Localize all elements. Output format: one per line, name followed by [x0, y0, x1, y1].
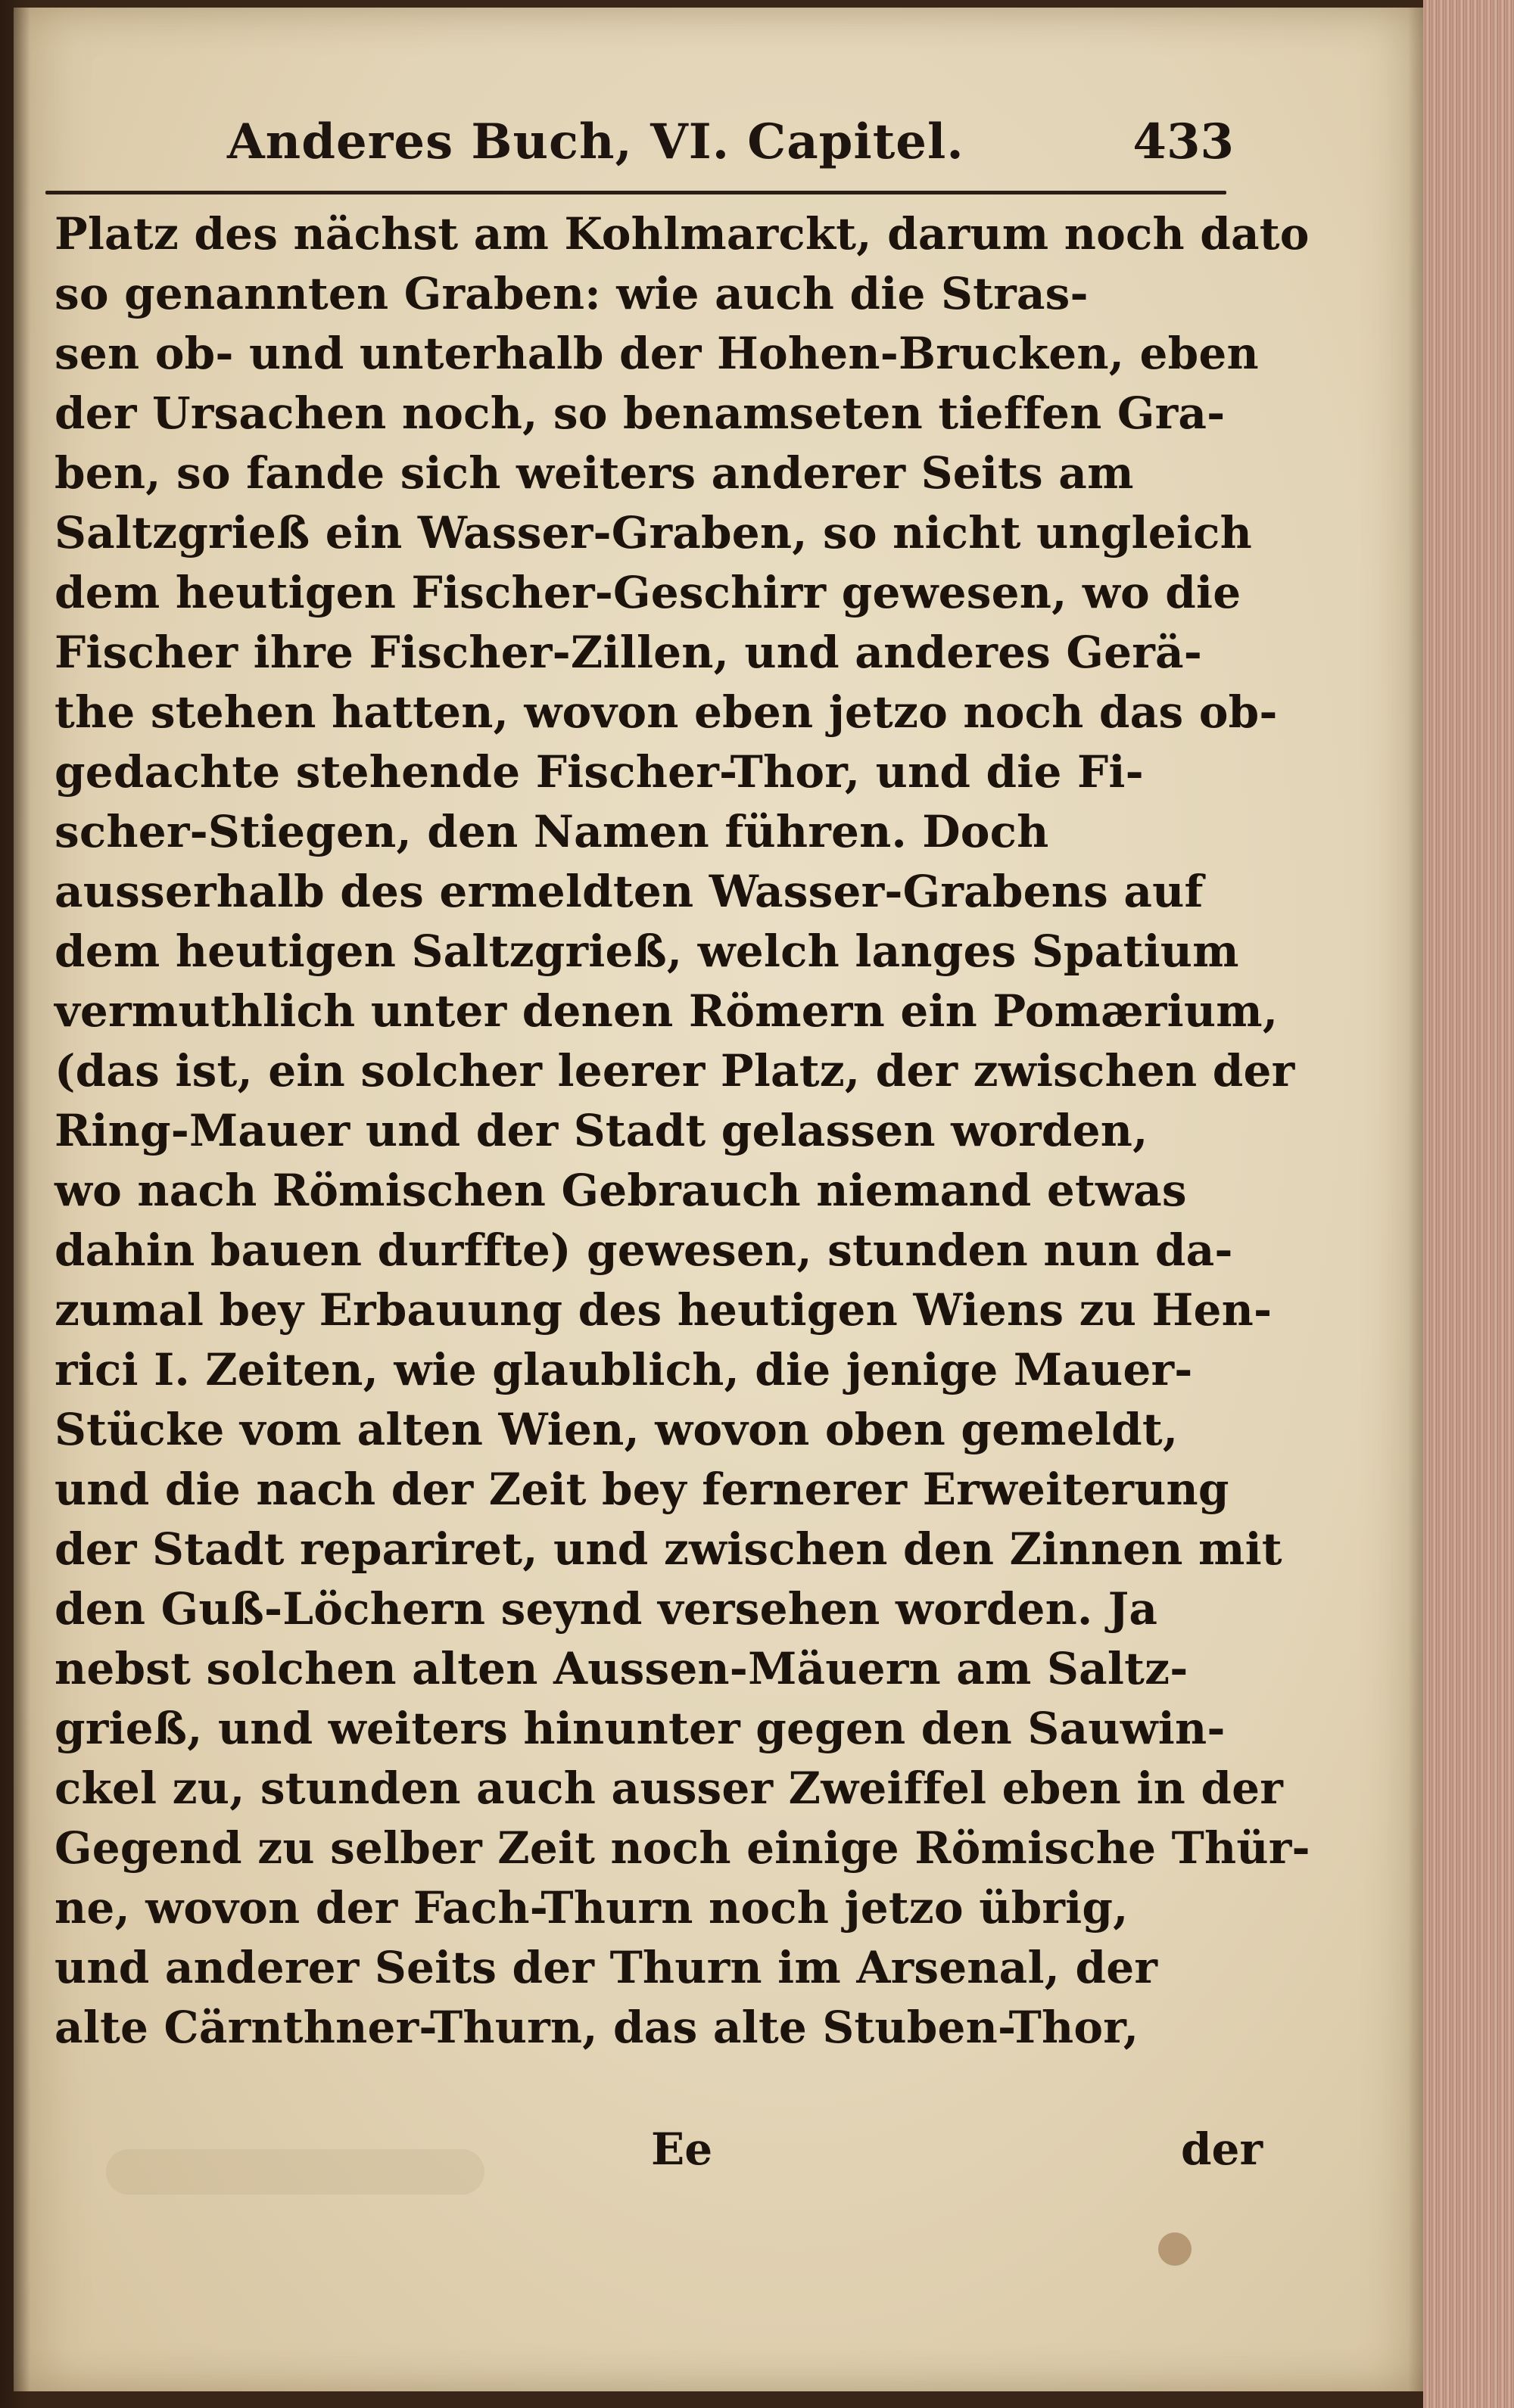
text-line: ne, wovon der Fach-Thurn noch jetzo übrig,: [55, 1882, 1129, 1934]
catchword: der: [1181, 2123, 1263, 2175]
text-line: gedachte stehende Fischer-Thor, und die Fi-: [55, 746, 1144, 798]
text-line: grieß, und weiters hinunter gegen den Sauwin-: [55, 1703, 1226, 1754]
text-line: rici I. Zeiten, wie glaublich, die jenige Mauer-: [55, 1344, 1193, 1395]
text-line: ausserhalb des ermeldten Wasser-Grabens auf: [55, 866, 1204, 917]
signature-mark: Ee: [651, 2123, 713, 2175]
text-line: so genannten Graben: wie auch die Stras-: [55, 268, 1089, 319]
page-edges: [1423, 0, 1514, 2408]
text-line: Ring-Mauer und der Stadt gelassen worden,: [55, 1105, 1148, 1156]
page-number: 433: [1132, 114, 1234, 170]
text-line: Platz des nächst am Kohlmarckt, darum noch dato: [55, 208, 1310, 260]
text-line: the stehen hatten, wovon eben jetzo noch das ob-: [55, 686, 1278, 738]
text-line: vermuthlich unter denen Römern ein Pomærium,: [55, 985, 1279, 1037]
text-line: der Stadt repariret, und zwischen den Zinnen mit: [55, 1523, 1282, 1575]
text-line: nebst solchen alten Aussen-Mäuern am Saltz-: [55, 1643, 1188, 1694]
text-line: ckel zu, stunden auch ausser Zweiffel eben in der: [55, 1762, 1284, 1814]
page-header: [227, 114, 1234, 182]
text-line: und anderer Seits der Thurn im Arsenal, der: [55, 1942, 1158, 1993]
paper-stain: [1158, 2232, 1192, 2266]
text-line: (das ist, ein solcher leerer Platz, der zwischen der: [55, 1045, 1295, 1097]
text-line: dem heutigen Saltzgrieß, welch langes Spatium: [55, 926, 1239, 977]
text-line: dem heutigen Fischer-Geschirr gewesen, wo die: [55, 567, 1241, 618]
text-line: und die nach der Zeit bey fernerer Erweiterung: [55, 1464, 1229, 1515]
text-line: sen ob- und unterhalb der Hohen-Brucken, eben: [55, 328, 1259, 379]
gutter-shadow: [0, 0, 30, 2408]
paper-foxing: [106, 2149, 484, 2195]
text-line: Fischer ihre Fischer-Zillen, und anderes Gerä-: [55, 627, 1203, 678]
text-line: wo nach Römischen Gebrauch niemand etwas: [55, 1165, 1187, 1216]
body-text: [55, 204, 1310, 2058]
text-line: Stücke vom alten Wien, wovon oben gemeldt,: [55, 1404, 1179, 1455]
running-head: Anderes Buch, VI. Capitel.: [227, 114, 964, 170]
text-line: ben, so fande sich weiters anderer Seits am: [55, 447, 1134, 499]
text-line: scher-Stiegen, den Namen führen. Doch: [55, 806, 1049, 857]
text-line: Gegend zu selber Zeit noch einige Römische Thür-: [55, 1822, 1310, 1874]
text-line: Saltzgrieß ein Wasser-Graben, so nicht ungleich: [55, 507, 1252, 558]
header-rule: [45, 191, 1226, 194]
text-line: den Guß-Löchern seynd versehen worden. Ja: [55, 1583, 1158, 1635]
text-line: zumal bey Erbauung des heutigen Wiens zu Hen-: [55, 1284, 1273, 1336]
text-line: der Ursachen noch, so benamseten tieffen Gra-: [55, 387, 1226, 439]
text-line: alte Cärnthner-Thurn, das alte Stuben-Thor,: [55, 2002, 1139, 2053]
text-line: dahin bauen durffte) gewesen, stunden nun da-: [55, 1224, 1233, 1276]
